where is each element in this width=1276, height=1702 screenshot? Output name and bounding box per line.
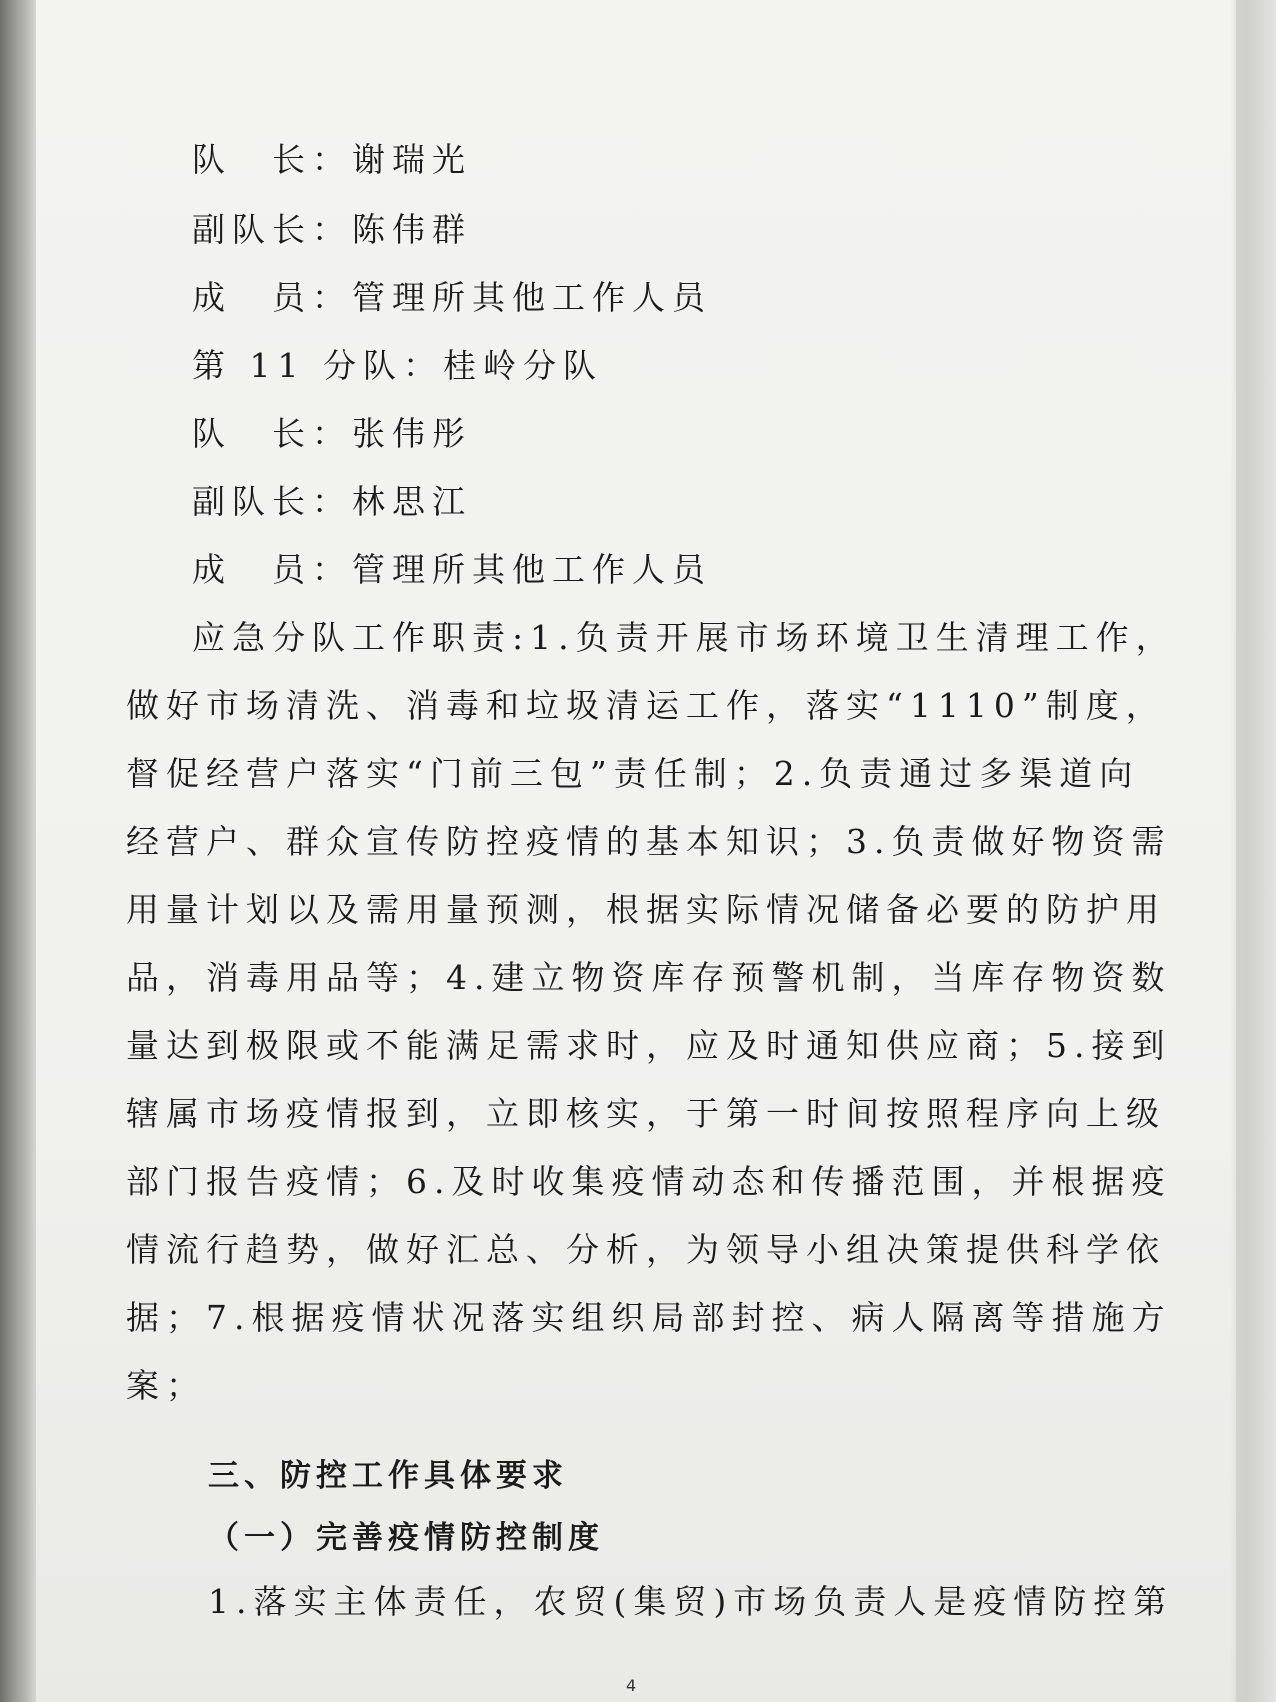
binding-shadow (0, 0, 34, 1702)
page-number: 4 (626, 1676, 637, 1695)
text-line-deputy-2: 副队长：林思江 (192, 482, 472, 521)
duties-line-11: 据；7.根据疫情状况落实组织局部封控、病人隔离等措施方 (126, 1298, 1172, 1337)
document-page (36, 0, 1236, 1702)
text-line-team-11: 第 11 分队：桂岭分队 (192, 346, 603, 385)
page-edge-shadow (1230, 0, 1276, 1702)
duties-line-7: 量达到极限或不能满足需求时，应及时通知供应商；5.接到 (126, 1026, 1172, 1065)
duties-line-3: 督促经营户落实“门前三包”责任制；2.负责通过多渠道向 (126, 754, 1140, 793)
text-line-deputy: 副队长：陈伟群 (192, 210, 472, 249)
duties-line-2: 做好市场清洗、消毒和垃圾清运工作，落实“1110”制度， (126, 686, 1166, 725)
duties-line-8: 辖属市场疫情报到，立即核实，于第一时间按照程序向上级 (126, 1094, 1166, 1133)
text-line-members: 成 员：管理所其他工作人员 (192, 278, 712, 317)
text-line-leader-2: 队 长：张伟彤 (192, 414, 472, 453)
duties-line-9: 部门报告疫情；6.及时收集疫情动态和传播范围，并根据疫 (126, 1162, 1172, 1201)
duties-line-10: 情流行趋势，做好汇总、分析，为领导小组决策提供科学依 (126, 1230, 1166, 1269)
text-line-members-2: 成 员：管理所其他工作人员 (192, 550, 712, 589)
subsection-heading: （一）完善疫情防控制度 (208, 1520, 604, 1556)
text-line-leader: 队 长：谢瑞光 (192, 140, 472, 179)
duties-line-5: 用量计划以及需用量预测，根据实际情况储备必要的防护用 (126, 890, 1166, 929)
duties-line-6: 品，消毒用品等；4.建立物资库存预警机制，当库存物资数 (126, 958, 1172, 997)
text-line-last: 1.落实主体责任，农贸(集贸)市场负责人是疫情防控第 (208, 1582, 1174, 1621)
section-heading: 三、防控工作具体要求 (208, 1458, 568, 1494)
duties-line-1: 应急分队工作职责:1.负责开展市场环境卫生清理工作， (192, 618, 1176, 657)
duties-line-12: 案； (126, 1366, 206, 1405)
duties-line-4: 经营户、群众宣传防控疫情的基本知识；3.负责做好物资需 (126, 822, 1172, 861)
